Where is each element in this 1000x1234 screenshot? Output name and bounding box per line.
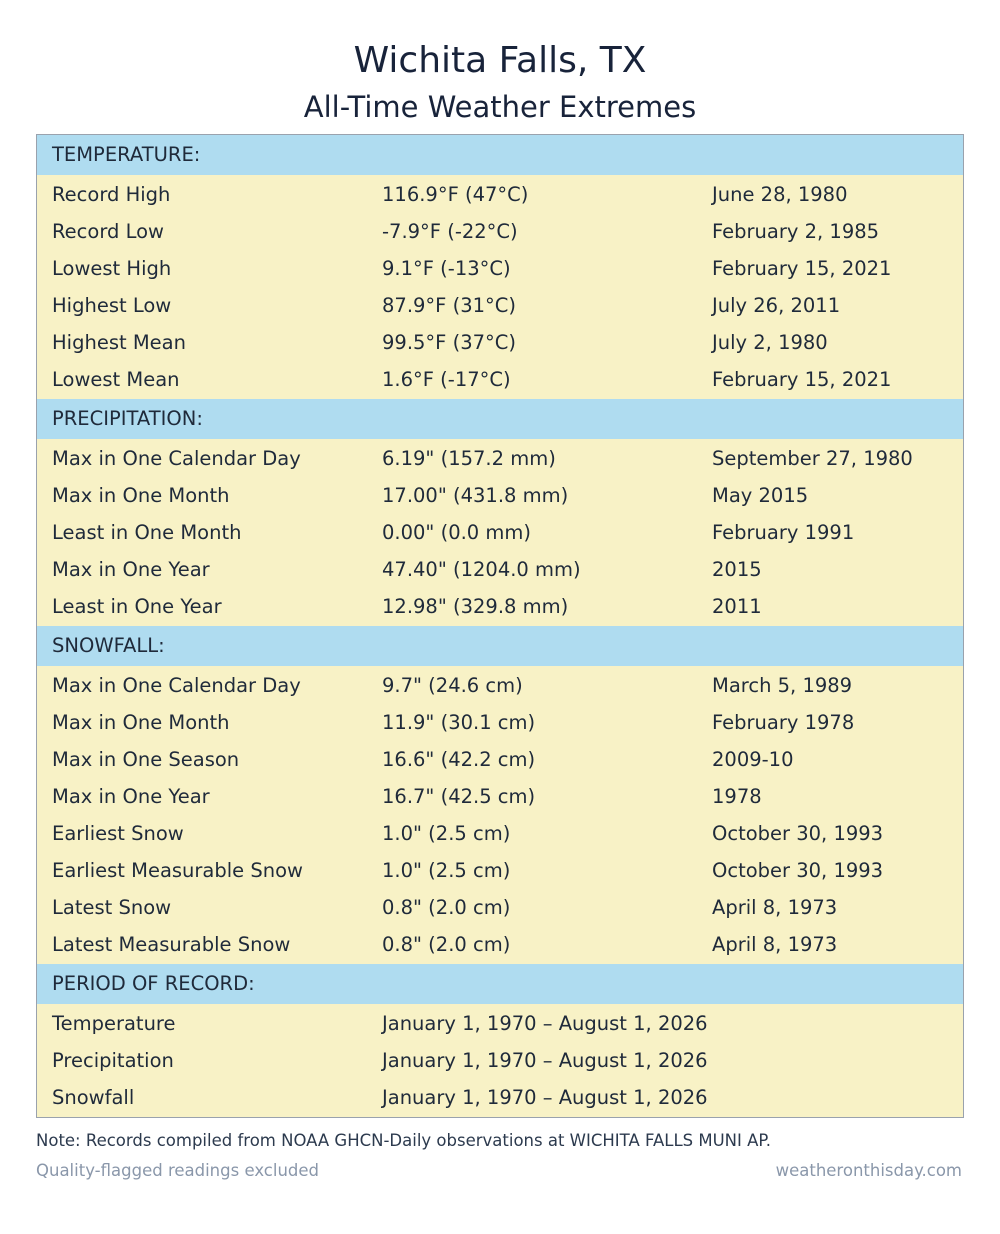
row-value: 9.7" (24.6 cm): [382, 674, 523, 697]
row-label: Latest Measurable Snow: [52, 933, 291, 956]
row-date: 2015: [712, 558, 762, 581]
table-row: [37, 741, 963, 778]
row-date: September 27, 1980: [712, 447, 913, 470]
row-value: 16.7" (42.5 cm): [382, 785, 536, 808]
row-date: 2011: [712, 595, 762, 618]
table-row: [37, 1005, 963, 1042]
footer-quality-note: Quality-flagged readings excluded: [36, 1161, 320, 1180]
section-body-snowfall: [37, 666, 963, 964]
row-label: Lowest Mean: [52, 368, 180, 391]
section-header-precipitation: PRECIPITATION:: [37, 399, 963, 439]
section-header-temperature: TEMPERATURE:: [37, 135, 963, 175]
row-date: February 15, 2021: [712, 368, 892, 391]
section-body-period: [37, 1004, 963, 1117]
row-label: Max in One Month: [52, 484, 230, 507]
row-value: 87.9°F (31°C): [382, 294, 516, 317]
section-header-snowfall: SNOWFALL:: [37, 626, 963, 666]
row-date: October 30, 1993: [712, 822, 884, 845]
row-date: 2009-10: [712, 748, 794, 771]
row-value: 1.0" (2.5 cm): [382, 822, 511, 845]
row-value: 0.8" (2.0 cm): [382, 896, 511, 919]
table-row: [37, 440, 963, 477]
row-value: 17.00" (431.8 mm): [382, 484, 569, 507]
row-value: January 1, 1970 – August 1, 2026: [382, 1049, 708, 1072]
table-row: [37, 815, 963, 852]
row-label: Max in One Year: [52, 558, 210, 581]
footer-site-credit: weatheronthisday.com: [775, 1161, 962, 1180]
table-row: [37, 1042, 963, 1079]
row-label: Least in One Month: [52, 521, 242, 544]
row-label: Earliest Measurable Snow: [52, 859, 303, 882]
table-row: [37, 250, 963, 287]
row-label: Temperature: [52, 1012, 176, 1035]
section-header-period: PERIOD OF RECORD:: [37, 964, 963, 1004]
row-label: Max in One Month: [52, 711, 230, 734]
table-row: [37, 514, 963, 551]
row-date: March 5, 1989: [712, 674, 853, 697]
row-value: 116.9°F (47°C): [382, 183, 529, 206]
page-title: Wichita Falls, TX: [353, 40, 647, 81]
row-value: 0.00" (0.0 mm): [382, 521, 532, 544]
table-row: [37, 667, 963, 704]
row-value: 0.8" (2.0 cm): [382, 933, 511, 956]
extremes-table: [36, 134, 964, 1118]
row-label: Highest Low: [52, 294, 172, 317]
table-row: [37, 213, 963, 250]
row-date: 1978: [712, 785, 762, 808]
row-label: Max in One Year: [52, 785, 210, 808]
table-row: [37, 1079, 963, 1116]
row-value: 6.19" (157.2 mm): [382, 447, 556, 470]
row-date: February 2, 1985: [712, 220, 880, 243]
row-label: Snowfall: [52, 1086, 135, 1109]
row-date: July 26, 2011: [712, 294, 841, 317]
row-date: April 8, 1973: [712, 896, 838, 919]
table-row: [37, 926, 963, 963]
row-value: -7.9°F (-22°C): [382, 220, 518, 243]
row-value: 47.40" (1204.0 mm): [382, 558, 581, 581]
row-value: 1.6°F (-17°C): [382, 368, 511, 391]
table-row: [37, 852, 963, 889]
row-date: February 1978: [712, 711, 855, 734]
table-row: [37, 778, 963, 815]
table-row: [37, 287, 963, 324]
row-date: May 2015: [712, 484, 809, 507]
row-label: Max in One Calendar Day: [52, 447, 301, 470]
source-note: Note: Records compiled from NOAA GHCN-Daily observations at WICHITA FALLS MUNI AP.: [36, 1131, 772, 1150]
row-value: January 1, 1970 – August 1, 2026: [382, 1012, 708, 1035]
row-label: Highest Mean: [52, 331, 186, 354]
table-row: [37, 588, 963, 625]
table-row: [37, 361, 963, 398]
row-value: 11.9" (30.1 cm): [382, 711, 536, 734]
row-value: 16.6" (42.2 cm): [382, 748, 536, 771]
row-label: Latest Snow: [52, 896, 172, 919]
row-value: 9.1°F (-13°C): [382, 257, 511, 280]
row-value: January 1, 1970 – August 1, 2026: [382, 1086, 708, 1109]
table-row: [37, 889, 963, 926]
table-row: [37, 477, 963, 514]
row-date: October 30, 1993: [712, 859, 884, 882]
row-label: Record Low: [52, 220, 164, 243]
row-date: June 28, 1980: [712, 183, 848, 206]
row-label: Least in One Year: [52, 595, 222, 618]
row-label: Earliest Snow: [52, 822, 184, 845]
table-row: [37, 324, 963, 361]
row-value: 1.0" (2.5 cm): [382, 859, 511, 882]
row-label: Precipitation: [52, 1049, 174, 1072]
row-label: Lowest High: [52, 257, 172, 280]
row-label: Record High: [52, 183, 171, 206]
page-subtitle: All-Time Weather Extremes: [303, 90, 697, 124]
row-value: 12.98" (329.8 mm): [382, 595, 569, 618]
section-body-precipitation: [37, 439, 963, 626]
section-body-temperature: [37, 175, 963, 399]
row-label: Max in One Season: [52, 748, 240, 771]
row-date: April 8, 1973: [712, 933, 838, 956]
row-date: February 1991: [712, 521, 855, 544]
table-row: [37, 704, 963, 741]
row-date: July 2, 1980: [712, 331, 828, 354]
row-value: 99.5°F (37°C): [382, 331, 516, 354]
table-row: [37, 176, 963, 213]
table-row: [37, 551, 963, 588]
row-label: Max in One Calendar Day: [52, 674, 301, 697]
row-date: February 15, 2021: [712, 257, 892, 280]
